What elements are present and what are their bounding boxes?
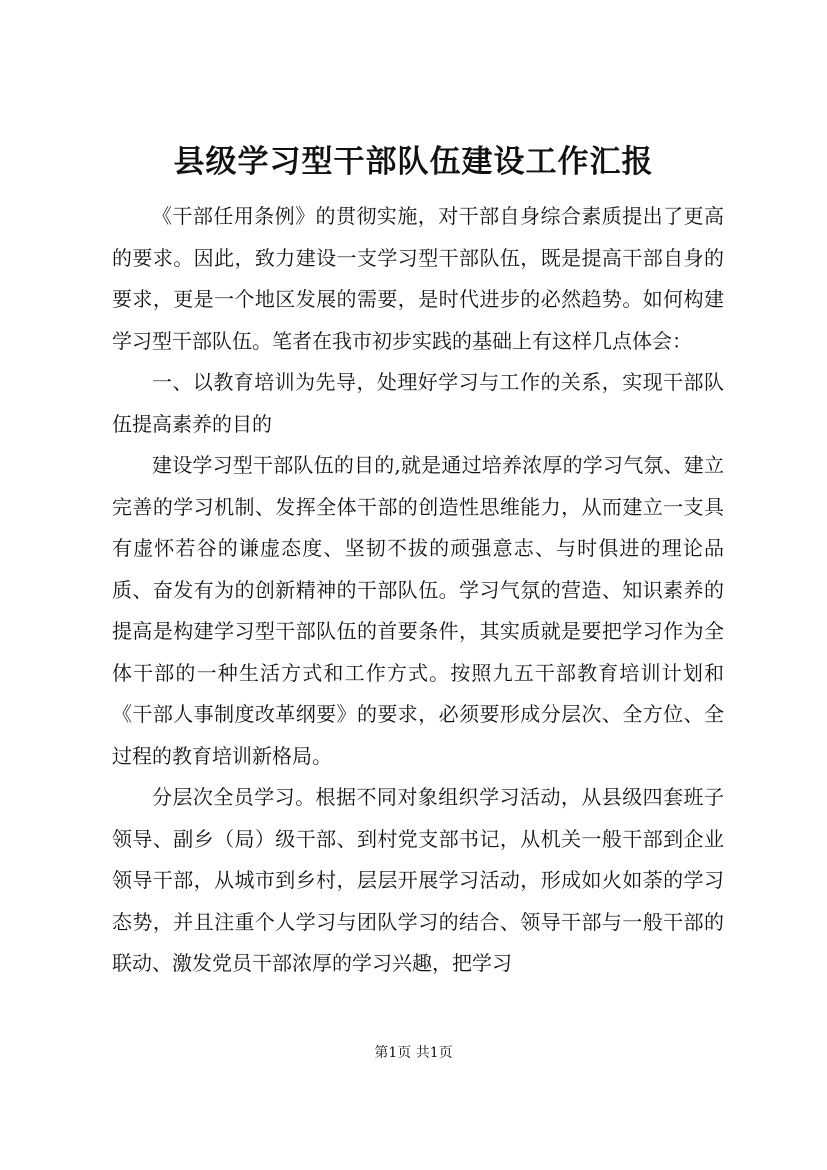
- paragraph-section-heading: 一、以教育培训为先导，处理好学习与工作的关系，实现干部队伍提高素养的目的: [112, 370, 724, 436]
- document-title: 县级学习型干部队伍建设工作汇报: [173, 144, 654, 180]
- document-body: [112, 196, 724, 985]
- paragraph-layered-learning: 分层次全员学习。根据不同对象组织学习活动，从县级四套班子领导、副乡（局）级干部、到村党支部书记，从机关一般干部到企业领导干部，从城市到乡村，层层开展学习活动，形成如火如荼的学习态势，并且注重个人学习与团队学习的结合、领导干部与一般干部的联动、激发党员干部浓厚的学习兴趣，把学习: [112, 785, 724, 975]
- paragraph-intro: 《干部任用条例》的贯彻实施，对干部自身综合素质提出了更高的要求。因此，致力建设一支学习型干部队伍，既是提高干部自身的要求，更是一个地区发展的需要，是时代进步的必然趋势。如何构建学习型干部队伍。笔者在我市初步实践的基础上有这样几点体会：: [112, 204, 724, 353]
- paragraph-purpose: 建设学习型干部队伍的目的,就是通过培养浓厚的学习气氛、建立完善的学习机制、发挥全体干部的创造性思维能力，从而建立一支具有虚怀若谷的谦虚态度、坚韧不拔的顽强意志、与时俱进的理论品质、奋发有为的创新精神的干部队伍。学习气氛的营造、知识素养的提高是构建学习型干部队伍的首要条件，其实质就是要把学习作为全体干部的一种生活方式和工作方式。按照九五干部教育培训计划和《干部人事制度改革纲要》的要求，必须要形成分层次、全方位、全过程的教育培训新格局。: [112, 453, 724, 768]
- page-footer: 第1页 共1页: [374, 1045, 453, 1061]
